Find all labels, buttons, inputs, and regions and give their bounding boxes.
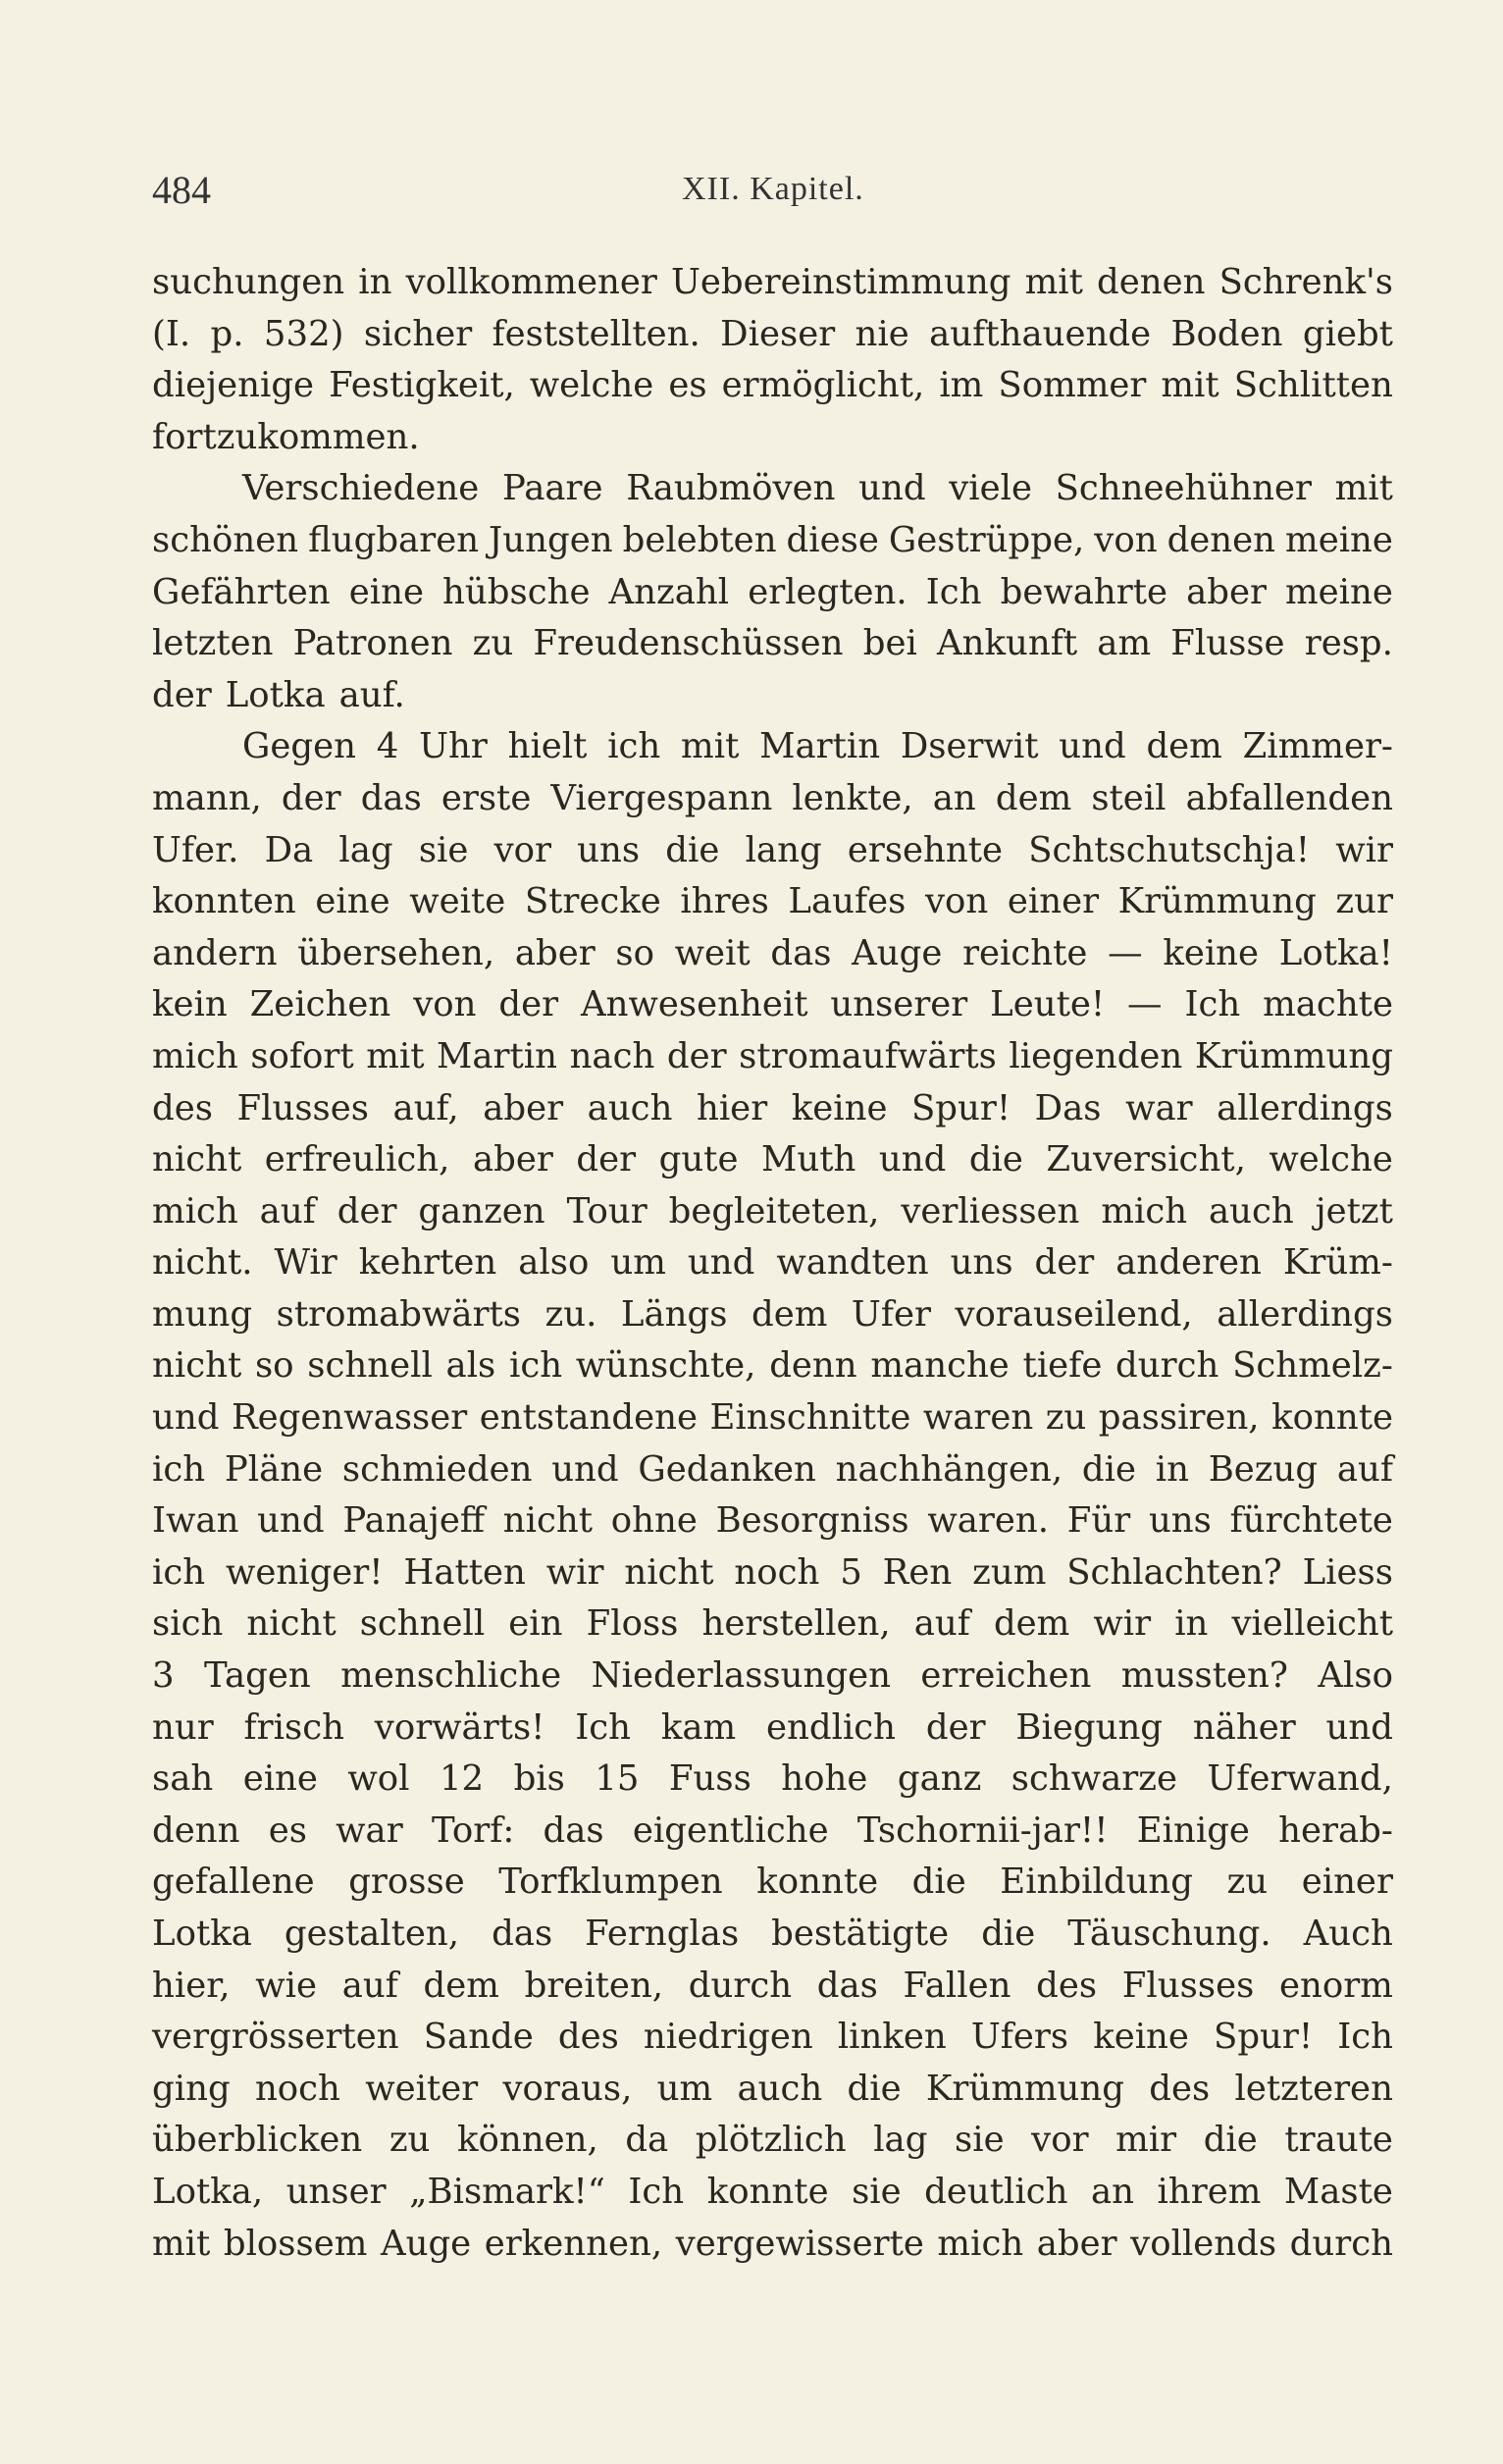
text-line: Verschiedene Paare Raubmöven und viele Schneehühner mit (242, 468, 1393, 509)
text-line: letzten Patronen zu Freudenschüssen bei Ankunft am Flusse resp. (152, 623, 1393, 664)
text-line: sah eine wol 12 bis 15 Fuss hohe ganz schwarze Uferwand, (152, 1758, 1393, 1800)
text-line: suchungen in vollkommener Uebereinstimmung mit denen Schrenk's (152, 262, 1393, 302)
chapter-title: XII. Kapitel. (682, 171, 864, 207)
text-line: und Regenwasser entstandene Einschnitte waren zu passiren, konnte (152, 1397, 1393, 1439)
text-line: vergrösserten Sande des niedrigen linken Ufers keine Spur! Ich (152, 2017, 1393, 2058)
text-line: fortzukommen. (152, 416, 420, 457)
text-line: mann, der das erste Viergespann lenkte, an dem steil abfallenden (152, 777, 1393, 818)
text-line: ging noch weiter voraus, um auch die Krümmung des letzteren (152, 2068, 1393, 2109)
text-line: mich sofort mit Martin nach der stromaufwärts liegenden Krümmung (152, 1035, 1393, 1076)
text-line: Lotka, unser „Bismark!“ Ich konnte sie deutlich an ihrem Maste (152, 2171, 1393, 2212)
text-line: sich nicht schnell ein Floss herstellen, auf dem wir in vielleicht (152, 1603, 1393, 1645)
text-line: Lotka gestalten, das Fernglas bestätigte die Täuschung. Auch (152, 1914, 1393, 1954)
text-line: hier, wie auf dem breiten, durch das Fallen des Flusses enorm (152, 1965, 1393, 2006)
text-line: denn es war Torf: das eigentliche Tschornii-jar!! Einige herab- (152, 1809, 1393, 1851)
text-line: (I. p. 532) sicher feststellten. Dieser nie aufthauende Boden giebt (152, 313, 1393, 354)
text-line: nicht so schnell als ich wünschte, denn manche tiefe durch Schmelz- (152, 1345, 1393, 1387)
text-line: diejenige Festigkeit, welche es ermöglicht, im Sommer mit Schlitten (152, 365, 1393, 406)
text-line: mich auf der ganzen Tour begleiteten, verliessen mich auch jetzt (152, 1190, 1393, 1232)
text-line: gefallene grosse Torfklumpen konnte die Einbildung zu einer (152, 1861, 1393, 1903)
text-line: des Flusses auf, aber auch hier keine Spur! Das war allerdings (152, 1087, 1393, 1128)
body-text (152, 257, 1393, 2270)
text-line: andern übersehen, aber so weit das Auge reichte — keine Lotka! (152, 932, 1393, 973)
text-line: Iwan und Panajeff nicht ohne Besorgniss waren. Für uns fürchtete (152, 1500, 1393, 1542)
text-line: 3 Tagen menschliche Niederlassungen erreichen mussten? Also (152, 1655, 1393, 1697)
running-head (152, 167, 1393, 216)
text-line: konnten eine weite Strecke ihres Laufes von einer Krümmung zur (152, 881, 1393, 922)
text-line: Gefährten eine hübsche Anzahl erlegten. Ich bewahrte aber meine (152, 571, 1393, 612)
text-line: Ufer. Da lag sie vor uns die lang ersehnte Schtschutschja! wir (152, 829, 1393, 870)
text-line: überblicken zu können, da plötzlich lag sie vor mir die traute (152, 2120, 1393, 2161)
text-line: nicht erfreulich, aber der gute Muth und die Zuversicht, welche (152, 1139, 1393, 1180)
page-number: 484 (152, 168, 211, 212)
text-line: Gegen 4 Uhr hielt ich mit Martin Dserwit und dem Zimmer- (242, 726, 1393, 767)
text-line: der Lotka auf. (152, 674, 405, 715)
text-line: nicht. Wir kehrten also um und wandten uns der anderen Krüm- (152, 1242, 1393, 1284)
text-line: mung stromabwärts zu. Längs dem Ufer vorauseilend, allerdings (152, 1293, 1393, 1335)
text-line: mit blossem Auge erkennen, vergewisserte mich aber vollends durch (152, 2223, 1393, 2264)
text-line: ich Pläne schmieden und Gedanken nachhängen, die in Bezug auf (152, 1448, 1393, 1490)
text-line: kein Zeichen von der Anwesenheit unserer Leute! — Ich machte (152, 984, 1393, 1025)
text-line: nur frisch vorwärts! Ich kam endlich der Biegung näher und (152, 1706, 1393, 1748)
text-line: ich weniger! Hatten wir nicht noch 5 Ren zum Schlachten? Liess (152, 1551, 1393, 1593)
text-line: schönen flugbaren Jungen belebten diese Gestrüppe, von denen meine (152, 519, 1393, 560)
